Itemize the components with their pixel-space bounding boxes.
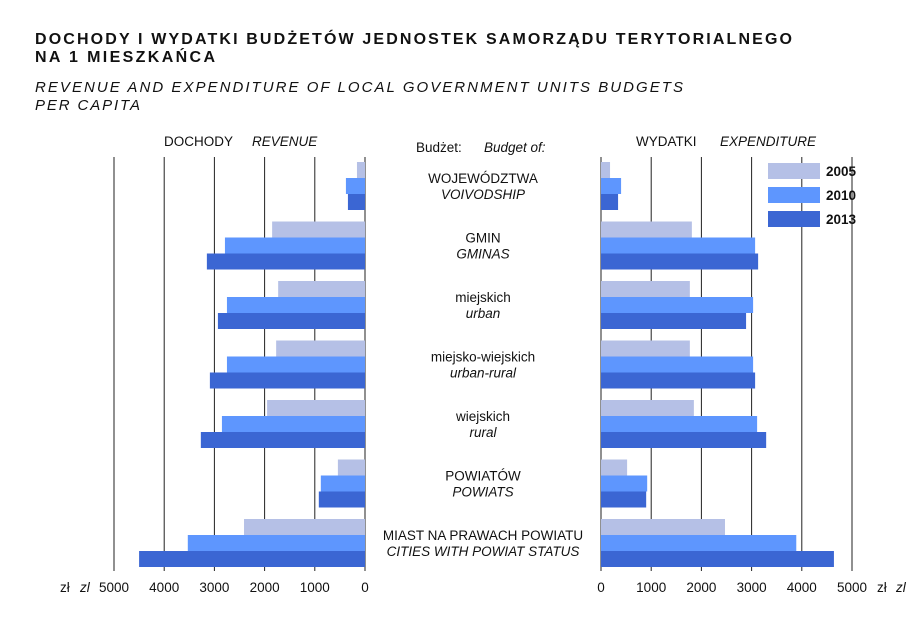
bar-expenditure-powiats-2010 bbox=[601, 476, 647, 492]
category-label-en: VOIVODSHIP bbox=[440, 187, 526, 202]
legend-swatch-2013 bbox=[768, 211, 820, 227]
bar-revenue-urban-2013 bbox=[218, 313, 365, 329]
unit-label-left-en: zl bbox=[80, 580, 90, 595]
revenue-tick-label: 1000 bbox=[299, 580, 330, 595]
category-label-pl: POWIATÓW bbox=[445, 468, 521, 484]
bar-revenue-cities-with-powiat-status-2013 bbox=[139, 551, 365, 567]
category-labels bbox=[383, 171, 583, 559]
axis-tick-labels bbox=[99, 580, 867, 595]
bar-revenue-cities-with-powiat-status-2010 bbox=[188, 535, 365, 551]
category-label-pl: miejsko-wiejskich bbox=[430, 349, 536, 365]
bar-revenue-rural-2013 bbox=[201, 432, 365, 448]
expenditure-tick-label: 5000 bbox=[836, 580, 868, 595]
bar-revenue-urban-2005 bbox=[278, 281, 365, 297]
expenditure-tick-label: 2000 bbox=[686, 580, 717, 595]
bar-expenditure-urban-rural-2013 bbox=[601, 373, 755, 389]
category-label-pl: MIAST NA PRAWACH POWIATU bbox=[382, 528, 584, 543]
bar-expenditure-cities-with-powiat-status-2010 bbox=[601, 535, 796, 551]
expenditure-tick-label: 3000 bbox=[736, 580, 767, 595]
unit-label-left-pl: zł bbox=[60, 580, 70, 595]
bar-revenue-urban-rural-2005 bbox=[276, 341, 365, 357]
revenue-tick-label: 5000 bbox=[98, 580, 130, 595]
bar-expenditure-powiats-2005 bbox=[601, 460, 627, 476]
category-label-pl: miejskich bbox=[455, 290, 511, 305]
bar-revenue-urban-2010 bbox=[227, 297, 365, 313]
title-line-1: DOCHODY I WYDATKI BUDŻETÓW JEDNOSTEK SAMORZĄDU TERYTORIALNEGO bbox=[35, 31, 792, 48]
bar-revenue-voivodship-2005 bbox=[357, 162, 365, 178]
bar-expenditure-gminas-2010 bbox=[601, 238, 755, 254]
bar-revenue-cities-with-powiat-status-2005 bbox=[244, 519, 365, 535]
bar-revenue-gminas-2010 bbox=[225, 238, 365, 254]
budget-header-en: Budget of: bbox=[484, 140, 546, 155]
bar-expenditure-gminas-2013 bbox=[601, 254, 758, 270]
bar-expenditure-urban-rural-2010 bbox=[601, 357, 753, 373]
legend-label-2010: 2010 bbox=[826, 188, 857, 203]
bar-expenditure-rural-2010 bbox=[601, 416, 757, 432]
bar-expenditure-voivodship-2013 bbox=[601, 194, 618, 210]
bar-expenditure-powiats-2013 bbox=[601, 492, 646, 508]
legend-swatch-2005 bbox=[768, 163, 820, 179]
category-label-en: CITIES WITH POWIAT STATUS bbox=[386, 544, 580, 559]
category-label-en: rural bbox=[469, 425, 497, 440]
legend-label-2013: 2013 bbox=[826, 212, 857, 227]
bar-expenditure-rural-2013 bbox=[601, 432, 766, 448]
bar-expenditure-gminas-2005 bbox=[601, 222, 692, 238]
category-label-pl: GMIN bbox=[465, 230, 501, 246]
bar-revenue-powiats-2005 bbox=[338, 460, 365, 476]
bar-expenditure-urban-2010 bbox=[601, 297, 753, 313]
bar-expenditure-urban-2005 bbox=[601, 281, 690, 297]
bar-revenue-gminas-2005 bbox=[272, 222, 365, 238]
expenditure-header-en: EXPENDITURE bbox=[720, 134, 817, 149]
bar-revenue-powiats-2010 bbox=[321, 476, 365, 492]
legend-swatch-2010 bbox=[768, 187, 820, 203]
bar-expenditure-voivodship-2005 bbox=[601, 162, 610, 178]
expenditure-tick-label: 0 bbox=[597, 580, 605, 595]
revenue-header-pl: DOCHODY bbox=[164, 134, 234, 149]
subtitle-line-1: REVENUE AND EXPENDITURE OF LOCAL GOVERNMENT UNITS BUDGETS bbox=[35, 79, 684, 96]
category-label-en: urban-rural bbox=[449, 365, 517, 381]
category-label-en: GMINAS bbox=[456, 246, 510, 262]
title-line-2: NA 1 MIESZKAŃCA bbox=[35, 49, 215, 66]
revenue-tick-label: 2000 bbox=[249, 580, 280, 595]
revenue-tick-label: 3000 bbox=[199, 580, 230, 595]
bar-revenue-urban-rural-2010 bbox=[227, 357, 365, 373]
expenditure-header-pl: WYDATKI bbox=[636, 134, 697, 149]
revenue-tick-label: 4000 bbox=[149, 580, 180, 595]
bar-revenue-gminas-2013 bbox=[207, 254, 365, 270]
budget-header-pl: Budżet: bbox=[416, 140, 462, 155]
unit-label-right-pl: zł bbox=[877, 580, 887, 595]
category-label-pl: WOJEWÓDZTWA bbox=[428, 171, 538, 186]
category-label-en: urban bbox=[465, 306, 501, 321]
bar-revenue-powiats-2013 bbox=[319, 492, 365, 508]
expenditure-tick-label: 1000 bbox=[636, 580, 667, 595]
bar-expenditure-rural-2005 bbox=[601, 400, 694, 416]
unit-label-right-en: zl bbox=[896, 580, 906, 595]
bars bbox=[139, 162, 834, 567]
revenue-header-en: REVENUE bbox=[252, 134, 318, 149]
bar-revenue-rural-2010 bbox=[222, 416, 365, 432]
legend-label-2005: 2005 bbox=[826, 164, 857, 179]
category-label-pl: wiejskich bbox=[455, 409, 511, 424]
bar-revenue-urban-rural-2013 bbox=[210, 373, 365, 389]
bar-expenditure-cities-with-powiat-status-2005 bbox=[601, 519, 725, 535]
legend bbox=[768, 163, 857, 227]
bar-expenditure-voivodship-2010 bbox=[601, 178, 621, 194]
subtitle-line-2: PER CAPITA bbox=[35, 97, 140, 114]
bar-revenue-voivodship-2010 bbox=[346, 178, 365, 194]
bar-expenditure-cities-with-powiat-status-2013 bbox=[601, 551, 834, 567]
bar-expenditure-urban-2013 bbox=[601, 313, 746, 329]
revenue-tick-label: 0 bbox=[361, 580, 369, 595]
bar-revenue-rural-2005 bbox=[267, 400, 365, 416]
bar-revenue-voivodship-2013 bbox=[348, 194, 365, 210]
bar-expenditure-urban-rural-2005 bbox=[601, 341, 690, 357]
category-label-en: POWIATS bbox=[452, 484, 514, 500]
expenditure-tick-label: 4000 bbox=[786, 580, 817, 595]
